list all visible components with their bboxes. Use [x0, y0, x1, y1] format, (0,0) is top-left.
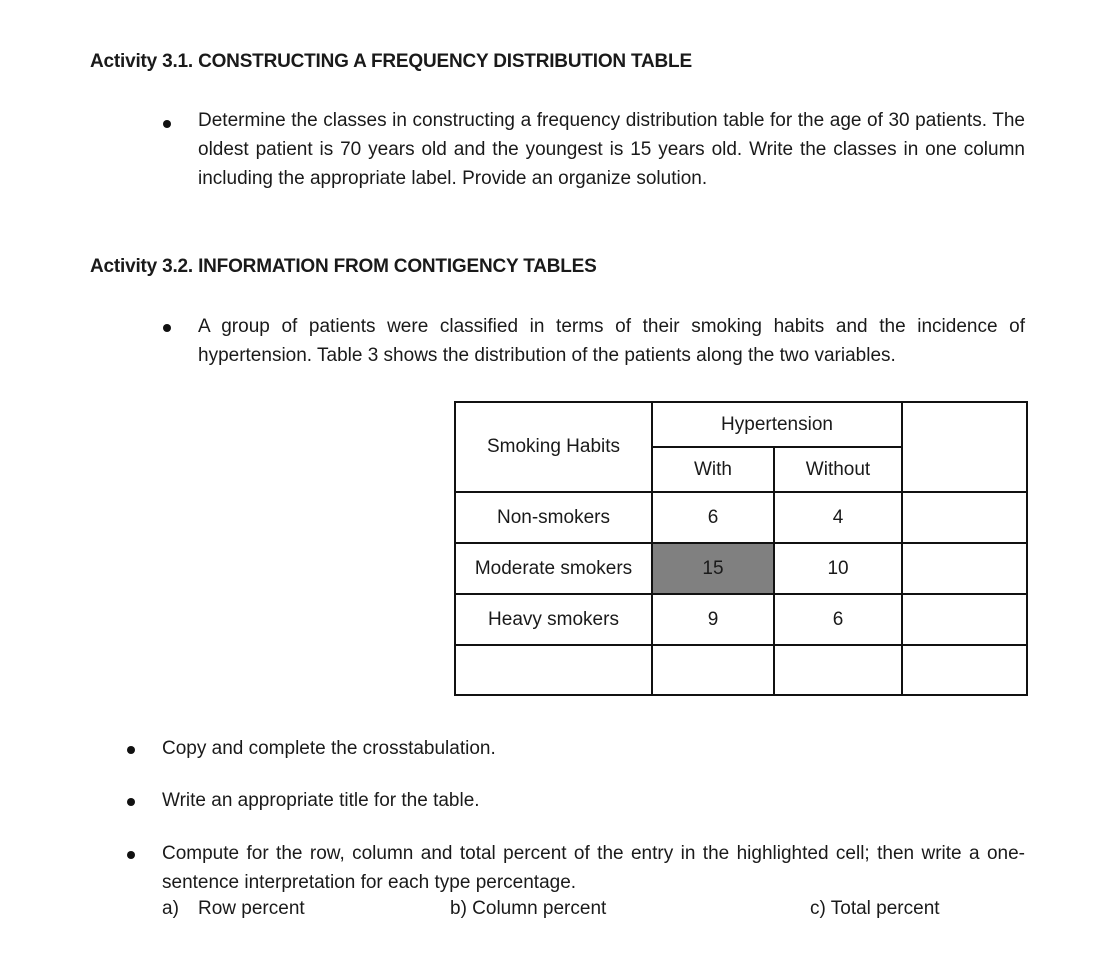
table-total-row [455, 645, 1027, 695]
contingency-table [454, 401, 1028, 696]
cell-without: 6 [774, 594, 902, 645]
row-label: Heavy smokers [455, 594, 652, 645]
bullet-icon [127, 851, 135, 859]
row-label: Moderate smokers [455, 543, 652, 594]
activity-3-1-heading: Activity 3.1. CONSTRUCTING A FREQUENCY DISTRIBUTION TABLE [90, 51, 692, 72]
bullet-icon [163, 120, 171, 128]
bullet-icon [163, 324, 171, 332]
cell-without-total [774, 645, 902, 695]
cell-with-total [652, 645, 774, 695]
bullet-icon [127, 798, 135, 806]
cell-without: 4 [774, 492, 902, 543]
row-label: Non-smokers [455, 492, 652, 543]
cell-grand-total [902, 645, 1027, 695]
cell-with: 9 [652, 594, 774, 645]
highlighted-cell: 15 [652, 543, 774, 594]
cell-with: 6 [652, 492, 774, 543]
total-row-label-cell [455, 645, 652, 695]
task-item: Write an appropriate title for the table. [162, 790, 480, 811]
cell-without: 10 [774, 543, 902, 594]
sub-item-column-percent: b) Column percent [450, 898, 607, 919]
smoking-habits-header: Smoking Habits [455, 402, 652, 492]
activity-3-1-instruction: Determine the classes in constructing a frequency distribution table for the age of 30 patients. The oldest patient is 70 years old and the youngest is 15 years old. Write the classes in one column including the appropriate label. Provide an organize solution. [198, 110, 1025, 189]
table-row [455, 594, 1027, 645]
task-item: Copy and complete the crosstabulation. [162, 738, 496, 759]
cell-row-total [902, 543, 1027, 594]
task-item: Compute for the row, column and total percent of the entry in the highlighted cell; then write a one-sentence interpretation for each type percentage. [162, 843, 1025, 893]
without-column-header: Without [774, 447, 902, 492]
activity-3-2-heading: Activity 3.2. INFORMATION FROM CONTIGENCY TABLES [90, 256, 597, 277]
sub-item-row-percent: Row percent [198, 898, 305, 919]
table-row [455, 543, 1027, 594]
bullet-icon [127, 746, 135, 754]
total-column-header-cell [902, 402, 1027, 492]
activity-3-2-instruction: A group of patients were classified in terms of their smoking habits and the incidence of hypertension. Table 3 shows the distribution of the patients along the two variables. [198, 316, 1025, 366]
table-row [455, 492, 1027, 543]
with-column-header: With [652, 447, 774, 492]
cell-row-total [902, 492, 1027, 543]
sub-item-total-percent: c) Total percent [810, 898, 940, 919]
sub-item-a-marker: a) [162, 898, 179, 919]
cell-row-total [902, 594, 1027, 645]
hypertension-header: Hypertension [652, 402, 902, 447]
